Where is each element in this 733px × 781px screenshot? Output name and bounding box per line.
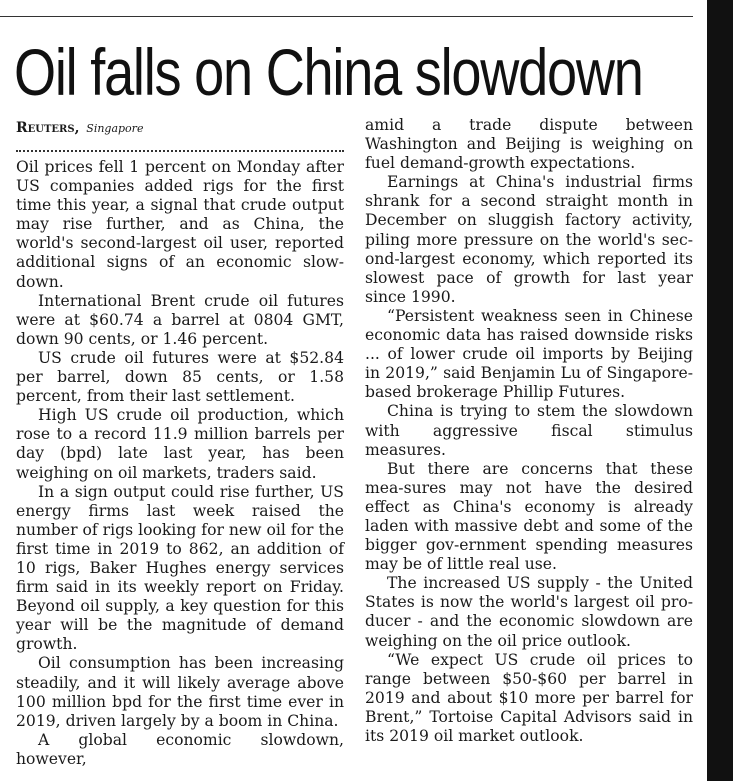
paragraph: amid a trade dispute between Washington and Beijing is weighing on fuel demand-growth expectations. [365, 116, 693, 173]
page-edge-shadow [707, 0, 733, 781]
byline-agency: Reuters, [16, 120, 80, 136]
paragraph: International Brent crude oil futures were at $60.74 a barrel at 0804 GMT, down 90 cents, or 1.46 percent. [16, 291, 344, 348]
paragraph: In a sign output could rise further, US energy firms last week raised the number of rigs looking for new oil for the first time in 2019 to 862, an addition of 10 rigs, Baker Hughes energy services firm said in its weekly report on Friday. Beyond oil supply, a key question for this year will be the magnitude of demand growth. [16, 482, 344, 654]
paragraph: China is trying to stem the slowdown with aggressive fiscal stimulus measures. [365, 402, 693, 459]
top-rule [0, 16, 693, 17]
headline: Oil falls on China slowdown [14, 35, 643, 109]
paragraph: But there are concerns that these mea-sures may not have the desired effect as China's economy is already laden with massive debt and some of the bigger gov-ernment spending measures may be of little real use. [365, 459, 693, 574]
paragraph: “We expect US crude oil prices to range between $50-$60 per barrel in 2019 and about $10 more per barrel for Brent,” Tortoise Capital Advisors said in its 2019 oil market outlook. [365, 650, 693, 745]
paragraph: Earnings at China's industrial firms shrank for a second straight month in December on sluggish factory activity, piling more pressure on the world's sec-ond-largest economy, which reported its slowest pace of growth for last year since 1990. [365, 173, 693, 306]
byline [16, 118, 344, 138]
paragraph: A global economic slowdown, however, [16, 730, 344, 768]
paragraph: High US crude oil production, which rose to a record 11.9 million barrels per day (bpd) late last year, has been weighing on oil markets, traders said. [16, 406, 344, 482]
paragraph: Oil consumption has been increasing steadily, and it will likely average above 100 million bpd for the first time ever in 2019, driven largely by a boom in China. [16, 654, 344, 730]
paragraph: Oil prices fell 1 percent on Monday after US companies added rigs for the first time this year, a signal that crude output may rise further, and as China, the world's second-largest oil user, reported additional signs of an economic slow-down. [16, 158, 344, 291]
dotted-separator [16, 138, 344, 152]
left-column [16, 112, 344, 769]
paragraph: US crude oil futures were at $52.84 per barrel, down 85 cents, or 1.58 percent, from their last settlement. [16, 348, 344, 406]
paragraph: “Persistent weakness seen in Chinese economic data has raised downside risks ... of lower crude oil imports by Beijing in 2019,” said Benjamin Lu of Singapore-based brokerage Phillip Futures. [365, 306, 693, 402]
right-column [365, 116, 693, 746]
previous-article-cropped-strip [0, 0, 707, 8]
paragraph: The increased US supply - the United States is now the world's largest oil pro-ducer - and the economic slowdown are weighing on the oil price outlook. [365, 574, 693, 650]
byline-location: Singapore [86, 122, 144, 135]
